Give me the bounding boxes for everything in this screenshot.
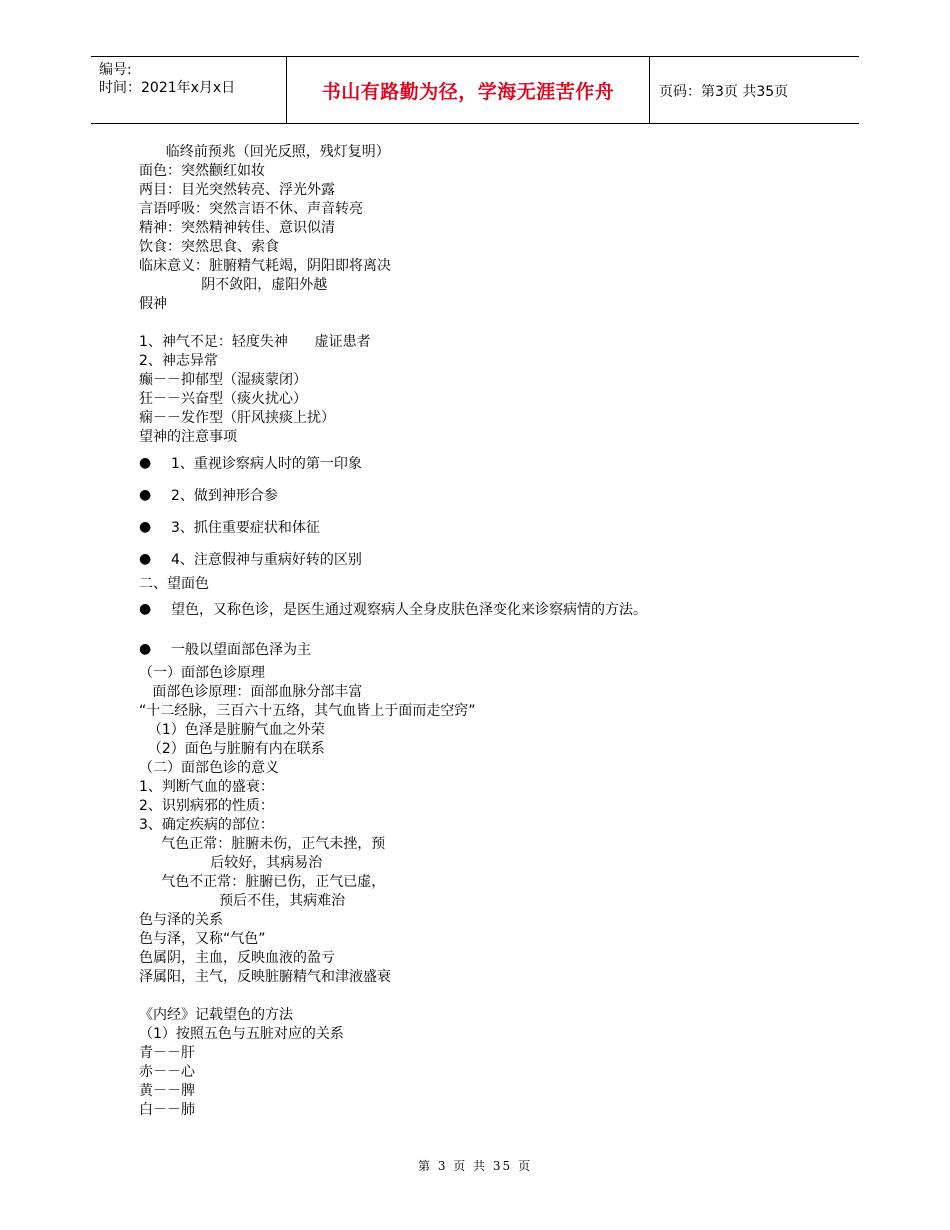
list-item-text: 3、抓住重要症状和体征 <box>171 520 320 536</box>
bullet-icon: ● <box>139 601 152 617</box>
bullet-icon: ● <box>139 519 152 535</box>
spacer <box>139 624 647 634</box>
text-line: 气色正常：脏腑未伤，正气未挫，预 <box>139 836 386 852</box>
text-line: 2、神志异常 <box>139 353 218 369</box>
text-line: 狂－－兴奋型（痰火扰心） <box>139 391 307 407</box>
text-line: 气色不正常：脏腑已伤，正气已虚， <box>139 874 386 890</box>
text-line: 色属阴，主血，反映血液的盈亏 <box>139 950 335 966</box>
list-item-text: 一般以望面部色泽为主 <box>171 642 311 658</box>
text-line: （2）面色与脏腑有内在联系 <box>139 741 325 757</box>
bullet-icon: ● <box>139 455 152 471</box>
section-heading: 望神的注意事项 <box>139 429 237 445</box>
list-item-text: 望色，又称色诊，是医生通过观察病人全身皮肤色泽变化来诊察病情的方法。 <box>171 602 647 618</box>
text-line: 精神：突然精神转佳、意识似清 <box>139 220 335 236</box>
text-line: 3、确定疾病的部位： <box>139 817 274 833</box>
text-line: 泽属阳，主气，反映脏腑精气和津液盛衰 <box>139 969 391 985</box>
list-item-text: 1、重视诊察病人时的第一印象 <box>171 456 362 472</box>
list-item-text: 2、做到神形合参 <box>171 488 278 504</box>
text-line: （二）面部色诊的意义 <box>139 760 279 776</box>
list-item-text: 4、注意假神与重病好转的区别 <box>171 552 362 568</box>
bullet-icon: ● <box>139 487 152 503</box>
list-item <box>139 479 647 511</box>
text-line: 1、神气不足：轻度失神 虚证患者 <box>139 334 371 350</box>
time-label: 时间：2021年x月x日 <box>99 80 236 96</box>
text-line: （1）色泽是脏腑气血之外荣 <box>139 722 325 738</box>
document-body <box>139 143 647 1120</box>
text-line: 痫－－发作型（肝风挟痰上扰） <box>139 410 335 426</box>
text-line: 2、识别病邪的性质： <box>139 798 274 814</box>
text-line: 两目：目光突然转亮、浮光外露 <box>139 182 335 198</box>
text-line: 预后不佳，其病难治 <box>139 893 346 909</box>
page-info: 页码：第3页 共35页 <box>659 84 789 100</box>
section-heading: 假神 <box>139 296 167 312</box>
list-item <box>139 543 647 575</box>
text-line: 言语呼吸：突然言语不休、声音转亮 <box>139 201 363 217</box>
text-line: 饮食：突然思食、索食 <box>139 239 279 255</box>
text-line: 青－－肝 <box>139 1045 195 1061</box>
list-item <box>139 634 647 664</box>
list-item <box>139 594 647 624</box>
bullet-icon: ● <box>139 641 152 657</box>
text-line: 白－－肺 <box>139 1102 195 1118</box>
text-line: 色与泽，又称“气色” <box>139 931 266 947</box>
spacer <box>139 987 647 1006</box>
bullet-icon: ● <box>139 551 152 567</box>
text-line: 临床意义：脏腑精气耗竭，阴阳即将离决 <box>139 258 391 274</box>
spacer <box>139 314 647 333</box>
list-item <box>139 447 647 479</box>
list-item <box>139 511 647 543</box>
header-left <box>99 61 235 97</box>
motto: 书山有路勤为径，学海无涯苦作舟 <box>321 80 615 103</box>
text-line: 面部色诊原理：面部血脉分部丰富 <box>139 684 363 700</box>
text-line: 后较好，其病易治 <box>139 855 323 871</box>
text-line: 1、判断气血的盛衰： <box>139 779 274 795</box>
page-footer: 第 3 页 共 35 页 <box>418 1159 532 1173</box>
text-line: 临终前预兆（回光反照，残灯复明） <box>139 144 390 160</box>
text-line: “十二经脉，三百六十五络，其气血皆上于面而走空窍” <box>139 703 476 719</box>
text-line: （一）面部色诊原理 <box>139 665 265 681</box>
number-label: 编号: <box>99 62 132 78</box>
text-line: 癫－－抑郁型（湿痰蒙闭） <box>139 372 307 388</box>
text-line: 阴不敛阳，虚阳外越 <box>139 277 328 293</box>
text-line: 赤－－心 <box>139 1064 195 1080</box>
page-header <box>91 56 859 124</box>
text-line: 面色：突然颧红如妆 <box>139 163 265 179</box>
section-heading: 色与泽的关系 <box>139 912 223 928</box>
header-motto-cell <box>286 57 650 123</box>
text-line: 黄－－脾 <box>139 1083 195 1099</box>
section-heading: 《内经》记载望色的方法 <box>139 1007 293 1023</box>
section-heading: 二、望面色 <box>139 576 209 592</box>
text-line: （1）按照五色与五脏对应的关系 <box>139 1026 344 1042</box>
